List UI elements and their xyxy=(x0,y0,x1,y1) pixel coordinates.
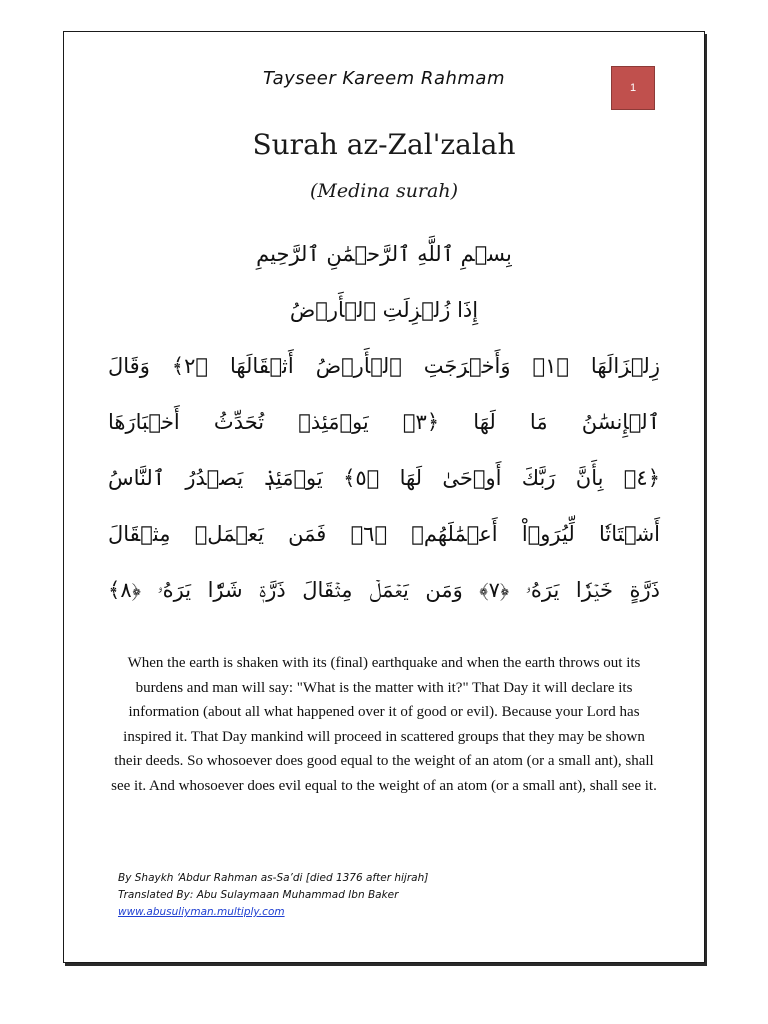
arabic-verse-line: ﴿٤﴾ بِأَنَّ رَبَّكَ أَوۡحَىٰ لَهَا ﴿٥﴾ يَوۡمَئِذٖ يَصۡدُرُ ٱلنَّاسُ xyxy=(108,466,660,490)
arabic-verse-line: زِلۡزَالَهَا ﴿١﴾ وَأَخۡرَجَتِ ٱلۡأَرۡضُ أَثۡقَالَهَا ﴿٢﴾ وَقَالَ xyxy=(108,354,660,378)
header-title: Tayseer Kareem Rahmam xyxy=(263,68,505,89)
arabic-verse-line: أَشۡتَاتٗا لِّيُرَوۡاْ أَعۡمَٰلَهُمۡ ﴿٦﴾ فَمَن يَعۡمَلۡ مِثۡقَالَ xyxy=(108,522,660,546)
arabic-verse-line: ٱلۡإِنسَٰنُ مَا لَهَا ﴿٣﴾ يَوۡمَئِذٖ تُحَدِّثُ أَخۡبَارَهَا xyxy=(108,410,660,434)
page-number-badge xyxy=(611,66,655,110)
arabic-basmala: بِسۡمِ ٱللَّهِ ٱلرَّحۡمَٰنِ ٱلرَّحِيمِ xyxy=(256,242,512,266)
credits xyxy=(118,870,618,921)
author-credit: By Shaykh ‘Abdur Rahman as-Sa’di [died 1376 after hijrah] xyxy=(118,872,429,884)
document-page xyxy=(63,31,705,963)
arabic-verse-line: ذَرَّةٍ خَيۡرٗا يَرَهُۥ ﴿٧﴾ وَمَن يَعۡمَلۡ مِثۡقَالَ ذَرَّةٖ شَرّٗا يَرَهُۥ ﴿٨﴾ xyxy=(108,578,660,602)
arabic-verse-line: إِذَا زُلۡزِلَتِ ٱلۡأَرۡضُ xyxy=(289,298,479,322)
arabic-verses xyxy=(94,226,674,618)
page-number: 1 xyxy=(629,82,637,94)
english-translation: When the earth is shaken with its (final) earthquake and when the earth throws out its burdens and man will say: "What is the matter with it?" That Day it will declare its information (about all what happened over it of good or evil). Because your Lord has inspired it. That Day mankind will proceed in scattered groups that they may be shown their deeds. So whosoever does good equal to the weight of an atom (or a small ant), shall see it. And whosoever does evil equal to the weight of an atom (or a small ant), shall see it. xyxy=(111,655,657,794)
surah-title: Surah az-Zal'zalah xyxy=(252,128,516,161)
surah-subtitle: (Medina surah) xyxy=(309,180,458,202)
translator-credit: Translated By: Abu Sulaymaan Muhammad Ibn Baker xyxy=(118,889,399,901)
website-link[interactable]: www.abusuliyman.multiply.com xyxy=(118,906,285,918)
